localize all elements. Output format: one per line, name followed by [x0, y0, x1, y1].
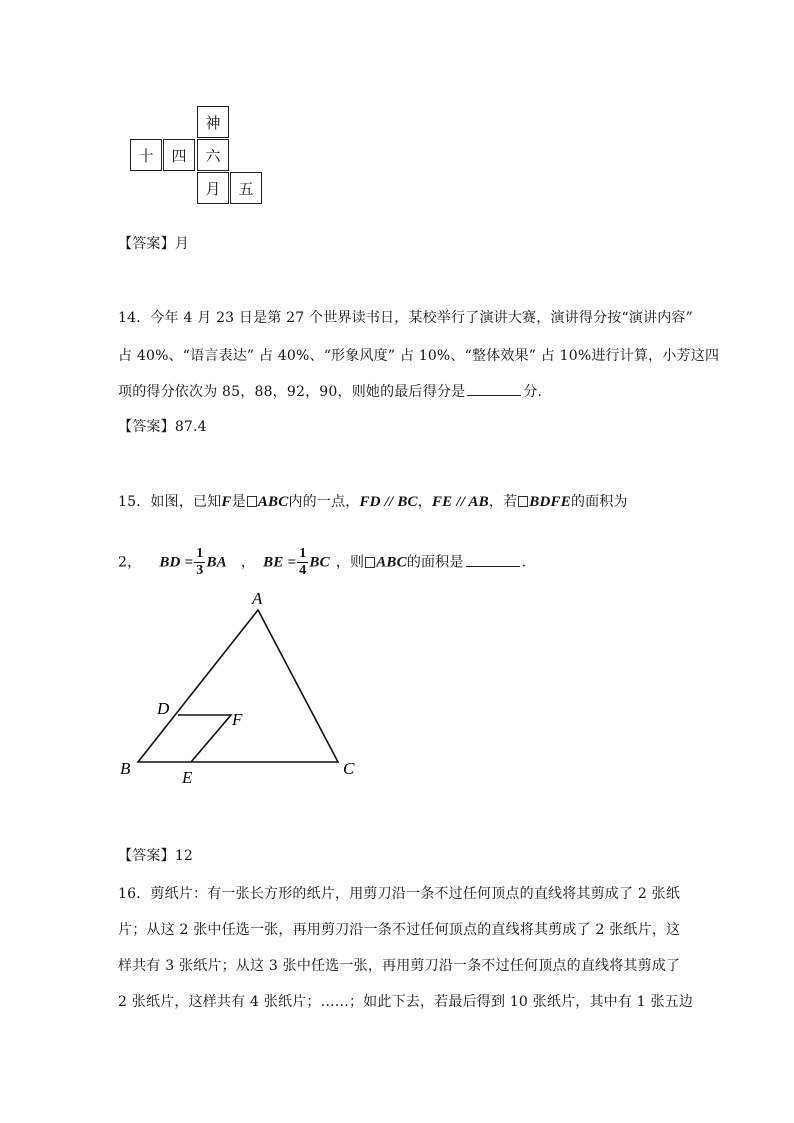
q15-answer-line	[118, 845, 193, 865]
q15-point-f: F	[221, 494, 232, 510]
q15-text: 15．如图，已知	[118, 494, 222, 510]
q16-line-3: 样共有 3 张纸片；从这 3 张中任选一张，再用剪刀沿一条不过任何顶点的直线将其剪成了	[118, 958, 681, 974]
q13-answer-line	[118, 233, 189, 253]
q15-triangle-abc: ABC	[376, 554, 407, 571]
q15-parallelogram-bdfe: BDFE	[529, 494, 571, 510]
q13-answer: 月	[174, 236, 190, 252]
net-cell-row-3: 六	[197, 139, 229, 171]
q15-text: 2，	[118, 554, 142, 571]
label-b: B	[120, 759, 131, 778]
q15-bd-eq: BD =	[159, 554, 194, 571]
label-e: E	[182, 768, 193, 787]
q15-line-1	[118, 491, 628, 511]
label-c: C	[343, 759, 355, 778]
q15-text: 内的一点，	[288, 494, 360, 510]
q15-ba: BA	[206, 554, 227, 571]
answer-blank	[466, 565, 520, 567]
answer-blank	[467, 394, 521, 396]
label-f: F	[232, 710, 243, 729]
q14-line-3-text: 项的得分依次为 85，88，92，90，则她的最后得分是	[118, 384, 466, 400]
q15-triangle-abc: ABC	[257, 494, 289, 510]
triangle-figure	[110, 585, 370, 790]
q15-text: ，若	[488, 494, 518, 510]
answer-label: 【答案】	[118, 236, 175, 252]
q15-text: 是	[231, 494, 246, 510]
q14-line-3-end: 分．	[523, 384, 552, 400]
label-a: A	[252, 589, 263, 608]
triangle-symbol	[365, 557, 375, 568]
q15-comma: ，	[417, 494, 432, 510]
triangle-abc	[138, 610, 338, 762]
q16-line-4: 2 张纸片，这样共有 4 张纸片；……；如此下去，若最后得到 10 张纸片，其中有 1 张五边	[118, 994, 694, 1010]
answer-label: 【答案】	[118, 848, 175, 864]
q15-fd-parallel-bc: FD // BC	[359, 494, 418, 510]
q15-line-2	[118, 547, 536, 578]
q15-end: ．	[521, 554, 536, 571]
q14-answer: 87.4	[174, 419, 207, 435]
fraction-one-third: $\frac{1}{3}$	[196, 546, 204, 578]
answer-label: 【答案】	[118, 419, 175, 435]
q14-line-2: 占 40%、“语言表达” 占 40%、“形象风度” 占 10%、“整体效果” 占 10%进行计算，小芳这四	[118, 348, 720, 364]
q15-text: 的面积为	[570, 494, 628, 510]
parallelogram-symbol	[518, 496, 528, 507]
q15-bc: BC	[309, 554, 330, 571]
q14-line-3	[118, 381, 552, 401]
parallelogram-sides	[178, 715, 231, 762]
net-cell-top: 神	[197, 106, 229, 138]
net-cell-bottom-2: 五	[230, 172, 262, 204]
q15-fe-parallel-ab: FE // AB	[431, 494, 489, 510]
q15-text: 的面积是	[406, 554, 464, 571]
q15-be-eq: BE =	[263, 554, 297, 571]
label-d: D	[157, 699, 170, 718]
q16-line-2: 片；从这 2 张中任选一张，再用剪刀沿一条不过任何顶点的直线将其剪成了 2 张纸片，这	[118, 922, 681, 938]
q14-answer-line	[118, 416, 207, 436]
q14-line-1: 14．今年 4 月 23 日是第 27 个世界读书日，某校举行了演讲大赛，演讲得分按“演讲内容”	[118, 310, 693, 326]
q15-answer: 12	[174, 848, 194, 864]
net-cell-row-2: 四	[163, 139, 195, 171]
fraction-one-quarter: $\frac{1}{4}$	[299, 546, 307, 578]
q15-text: ，则	[335, 554, 365, 571]
net-cell-row-1: 十	[130, 139, 162, 171]
net-cell-bottom-1: 月	[197, 172, 229, 204]
q16-line-1: 16．剪纸片：有一张长方形的纸片，用剪刀沿一条不过任何顶点的直线将其剪成了 2 张纸	[118, 886, 681, 902]
triangle-symbol	[247, 496, 257, 507]
q15-comma: ，	[240, 554, 256, 571]
